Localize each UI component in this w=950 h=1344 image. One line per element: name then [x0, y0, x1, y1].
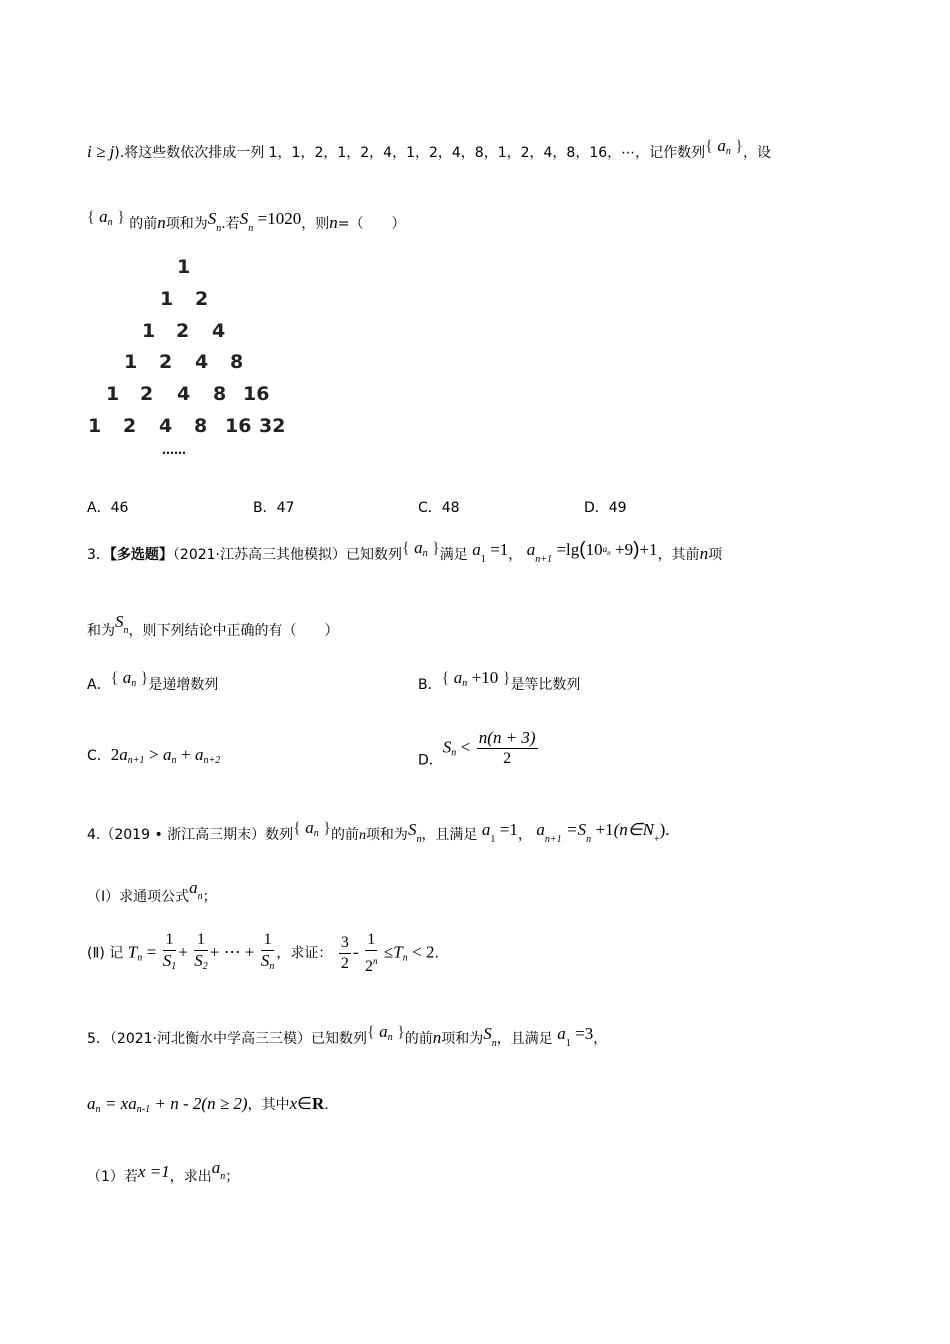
tri-5-0: 1 [88, 415, 102, 437]
q2-option-a: A．46 [87, 500, 129, 516]
q2-option-b: B．47 [253, 500, 295, 516]
q2-option-c: C．48 [418, 500, 460, 516]
q2-text: ).将这些数依次排成一列 1，1，2，1，2，4，1，2，4，8，1，2，4，8，16，⋯，记作数列 [114, 145, 706, 161]
tri-5-1: 2 [123, 415, 137, 437]
tri-3-2: 4 [195, 351, 209, 373]
q2-line1: i ≥ j).将这些数依次排成一列 1，1，2，1，2，4，1，2，4，8，1，2，4，8，16，⋯，记作数列{ $a_n$ }，设 [87, 136, 771, 161]
q4-part2: (Ⅱ) 记 $T_n$ = $\frac{1}{S1}$ + $\frac{1}{S2}$ + ⋯ + $\frac{1}{S_n}$ ，求证： $\frac{3}{2}$ - $\frac{1}{2^n}$ $\le T_n < 2$. [87, 931, 439, 975]
tri-4-2: 4 [177, 383, 191, 405]
tri-4-0: 1 [106, 383, 120, 405]
tri-1-0: 1 [160, 288, 174, 310]
tri-5-2: 4 [159, 415, 173, 437]
tri-2-0: 1 [142, 320, 156, 342]
q4-part1: （Ⅰ）求通项公式$a^n$； [87, 878, 217, 905]
tri-2-1: 2 [176, 320, 190, 342]
tri-3-1: 2 [159, 351, 173, 373]
q3-tag: 【多选题】 [109, 547, 173, 563]
q3-option-b: B．{ $a_n +10$ }是等比数列 [418, 668, 581, 693]
q5-line2: $a_n = xa_{n-1} + n - 2(n \ge 2)$，其中x∈R. [87, 1094, 329, 1115]
tri-4-1: 2 [140, 383, 154, 405]
tri-dots: …… [162, 443, 186, 457]
tri-4-4: 16 [243, 383, 270, 405]
seq-notation: { $a_n$ } [705, 136, 743, 157]
tri-3-3: 8 [230, 351, 244, 373]
q2-option-d: D．49 [584, 500, 627, 516]
q3-option-c: C．$2a_{n+1} > a_n + a_{n+2}$ [87, 745, 221, 766]
q5-line1: 5．（2021·河北衡水中学高三三模）已知数列{ $a_n$ }的前n项和为$S_n$，且满足 $a_1 =3$， [87, 1022, 608, 1049]
q3-option-d: D．$S_n$ < $\frac{n(n + 3)}{2}$ [418, 728, 536, 769]
tri-2-2: 4 [212, 320, 226, 342]
tri-5-5: 32 [259, 415, 286, 437]
seq-notation: { $a_n$ } [87, 207, 125, 228]
tri-3-0: 1 [124, 351, 138, 373]
q2-line2: { $a_n$ } 的前n项和为$S_n$.若$S_n =1020$，则n=（ ） [87, 207, 406, 234]
q3-line1: 3．【多选题】（2021·江苏高三其他模拟）已知数列{ $a_n$ }满足 $a_1 =1$， $a_{n+1} =\lg(10^{a_n} +9)+1$，其前n项 [87, 538, 723, 565]
q5-part1: （1）若x =1，求出$a^n$； [87, 1158, 240, 1185]
tri-5-4: 16 [225, 415, 252, 437]
q3-line2: 和为$S^n$，则下列结论中正确的有（ ） [87, 612, 339, 639]
tri-1-1: 2 [195, 288, 209, 310]
tri-0-0: 1 [177, 256, 191, 278]
q4-line1: 4.（2019 • 浙江高三期末）数列{ $a_n$ }的前n项和为$S_n$，且满足 $a_1 =1$， $a_{n+1} =S_n$ $+1(n\in N_+)$. [87, 818, 670, 845]
q3-option-a: A．{ $a_n$ }是递增数列 [87, 668, 219, 693]
tri-4-3: 8 [213, 383, 227, 405]
tri-5-3: 8 [194, 415, 208, 437]
q2-condition: i ≥ j [87, 142, 115, 161]
